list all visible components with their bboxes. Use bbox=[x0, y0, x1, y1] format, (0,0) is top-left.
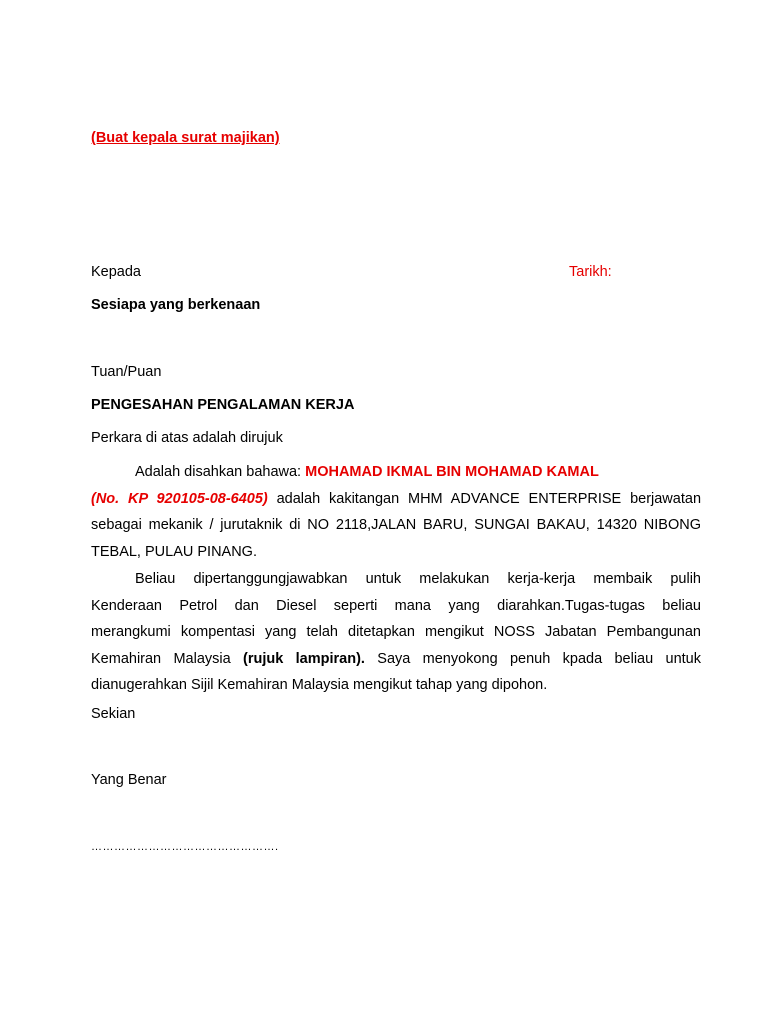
paragraph-line bbox=[91, 486, 701, 513]
recipient-label: Kepada bbox=[91, 264, 141, 280]
intro-text: Adalah disahkan bahawa: bbox=[135, 464, 306, 480]
line-text: Kemahiran Malaysia bbox=[91, 650, 244, 667]
recipient: Sesiapa yang berkenaan bbox=[91, 297, 261, 313]
paragraph-confirmation bbox=[91, 459, 701, 565]
letterhead-note: (Buat kepala surat majikan) bbox=[91, 130, 280, 146]
paragraph-duties bbox=[91, 566, 701, 699]
employer-text: adalah kakitangan MHM ADVANCE ENTERPRISE berjawatan bbox=[267, 490, 702, 507]
paragraph-line: merangkumi kompentasi yang telah ditetapkan mengikut NOSS Jabatan Pembangunan bbox=[91, 624, 701, 640]
line-text: Saya menyokong penuh kpada beliau untuk bbox=[364, 650, 701, 667]
paragraph-line: Kenderaan Petrol dan Diesel seperti mana yang diarahkan.Tugas-tugas beliau bbox=[91, 597, 701, 614]
sign-off: Yang Benar bbox=[91, 772, 167, 788]
paragraph-line: TEBAL, PULAU PINANG. bbox=[91, 543, 257, 560]
paragraph-line: sebagai mekanik / jurutaknik di NO 2118,JALAN BARU, SUNGAI BAKAU, 14320 NIBONG bbox=[91, 517, 701, 533]
paragraph-line: dianugerahkan Sijil Kemahiran Malaysia mengikut tahap yang dipohon. bbox=[91, 677, 548, 693]
attachment-reference: (rujuk lampiran). bbox=[243, 650, 365, 667]
paragraph-line: Beliau dipertanggungjawabkan untuk melakukan kerja-kerja membaik pulih bbox=[135, 571, 701, 587]
salutation: Tuan/Puan bbox=[91, 364, 162, 380]
ic-number: (No. KP 920105-08-6405) bbox=[91, 490, 268, 507]
employee-name: MOHAMAD IKMAL BIN MOHAMAD KAMAL bbox=[305, 464, 599, 480]
reference-line: Perkara di atas adalah dirujuk bbox=[91, 430, 283, 446]
paragraph-line bbox=[91, 459, 701, 486]
signature-line: …………………………………………. bbox=[91, 841, 279, 853]
date-label: Tarikh: bbox=[569, 264, 612, 280]
paragraph-line bbox=[91, 646, 701, 673]
closing: Sekian bbox=[91, 706, 136, 722]
subject-heading: PENGESAHAN PENGALAMAN KERJA bbox=[91, 397, 355, 413]
